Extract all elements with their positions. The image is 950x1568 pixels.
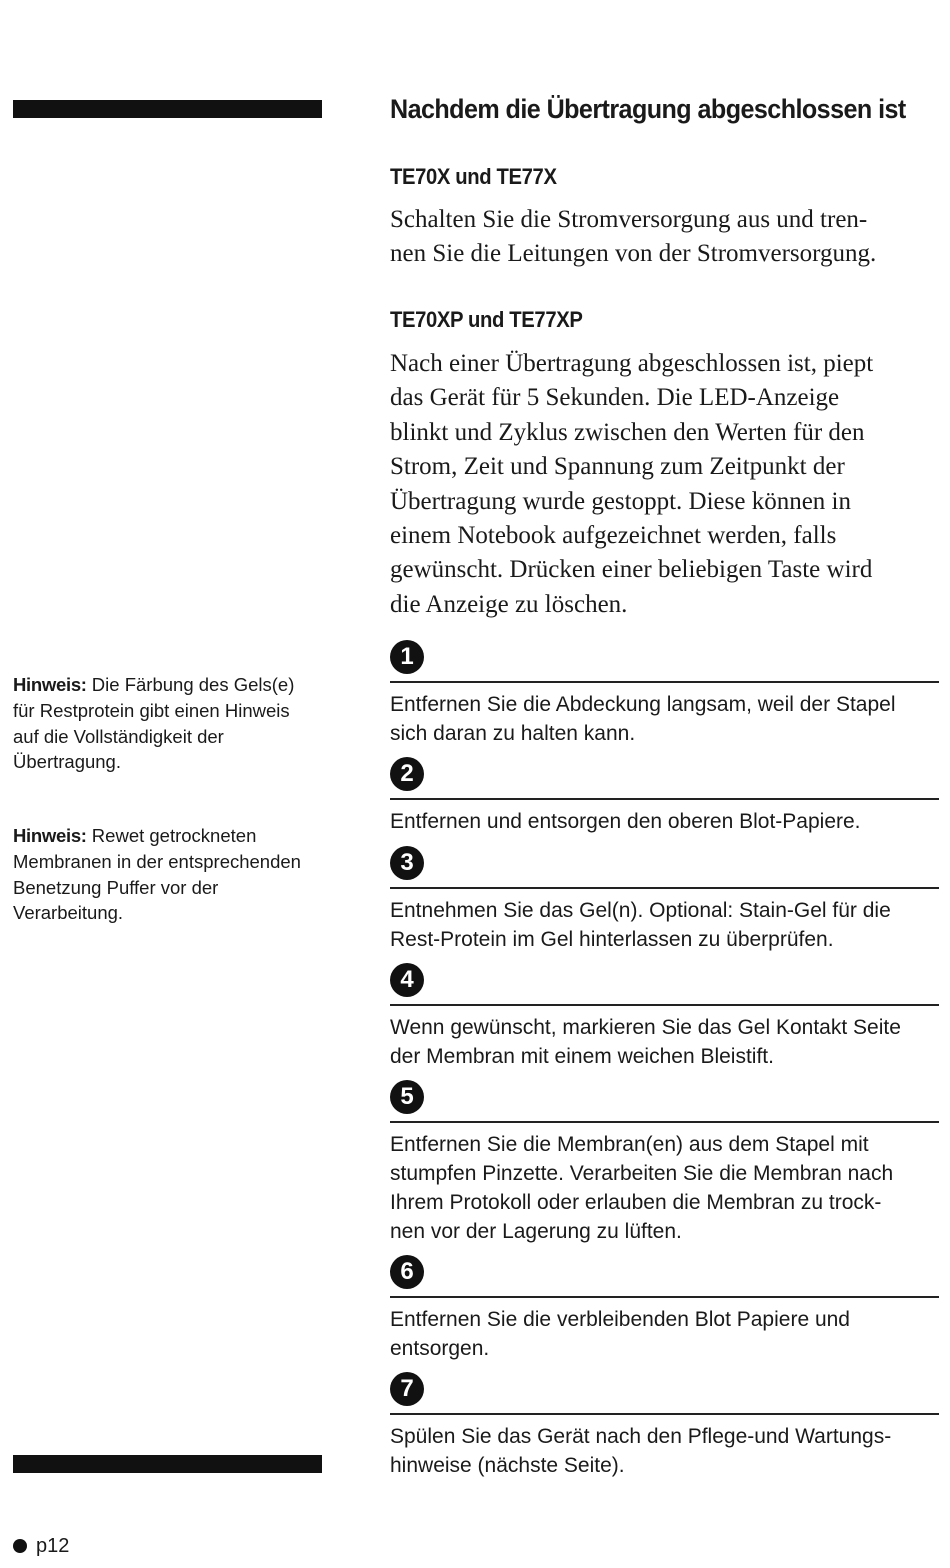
section-text-te70x: Schalten Sie die Stromversorgung aus und tren- nen Sie die Leitungen von der Stromversorgung. [390, 206, 877, 268]
step-6 [390, 1255, 939, 1363]
step-text: Wenn gewünscht, markieren Sie das Gel Kontakt Seite der Membran mit einem weichen Bleistift. [390, 1016, 901, 1068]
section-title-te70xp: TE70XP und TE77XP [390, 307, 583, 332]
step-text: Entfernen Sie die Abdeckung langsam, weil der Stapel sich daran zu halten kann. [390, 693, 896, 745]
step-divider [390, 887, 939, 889]
step-divider [390, 1121, 939, 1123]
section-title-te70x: TE70X und TE77X [390, 164, 557, 189]
step-2 [390, 757, 939, 836]
note-text: Rewet getrockneten Membranen in der entsprechenden Benetzung Puffer vor der Verarbeitung. [13, 825, 301, 924]
step-divider [390, 1296, 939, 1298]
note-label: Hinweis: [13, 674, 87, 695]
step-text: Entfernen Sie die verbleibenden Blot Papiere und entsorgen. [390, 1308, 850, 1360]
step-1 [390, 640, 939, 748]
sidebar-bottom-rule [13, 1455, 322, 1473]
step-number-badge: 3 [390, 846, 424, 880]
step-5 [390, 1080, 939, 1246]
step-number-badge: 6 [390, 1255, 424, 1289]
step-number-badge: 1 [390, 640, 424, 674]
step-7 [390, 1372, 939, 1480]
sidebar-top-rule [13, 100, 322, 118]
step-3 [390, 846, 939, 954]
step-divider [390, 1413, 939, 1415]
bullet-icon [13, 1539, 27, 1553]
page-footer [13, 1534, 69, 1558]
step-text: Entnehmen Sie das Gel(n). Optional: Stain-Gel für die Rest-Protein im Gel hinterlassen zu überprüfen. [390, 899, 891, 951]
sidebar-note [13, 672, 328, 775]
step-number-badge: 7 [390, 1372, 424, 1406]
step-divider [390, 1004, 939, 1006]
section-text-te70xp: Nach einer Übertragung abgeschlossen ist, piept das Gerät für 5 Sekunden. Die LED-Anzeige blinkt und Zyklus zwischen den Werten für den Strom, Zeit und Spannung zum Zeitpunkt der Übertragung wurde gestoppt. Diese können in einem Notebook aufgezeichnet werden, falls gewünscht. Drücken einer beliebigen Taste wird die Anzeige zu löschen. [390, 350, 874, 618]
note-label: Hinweis: [13, 825, 87, 846]
step-divider [390, 681, 939, 683]
step-number-badge: 5 [390, 1080, 424, 1114]
step-divider [390, 798, 939, 800]
step-4 [390, 963, 939, 1071]
page-number: p12 [36, 1535, 70, 1557]
step-text: Entfernen und entsorgen den oberen Blot-Papiere. [390, 810, 861, 833]
note-text: Die Färbung des Gels(e) für Restprotein gibt einen Hinweis auf die Vollständigkeit der Übertragung. [13, 674, 295, 773]
step-number-badge: 2 [390, 757, 424, 791]
step-text: Spülen Sie das Gerät nach den Pflege-und Wartungs- hinweise (nächste Seite). [390, 1425, 892, 1477]
step-text: Entfernen Sie die Membran(en) aus dem Stapel mit stumpfen Pinzette. Verarbeiten Sie die Membran nach Ihrem Protokoll oder erlauben die Membran zu trock- nen vor der Lagerung zu lüften. [390, 1133, 894, 1243]
step-number-badge: 4 [390, 963, 424, 997]
page-heading: Nachdem die Übertragung abgeschlossen ist [390, 94, 906, 124]
sidebar-note [13, 823, 328, 926]
